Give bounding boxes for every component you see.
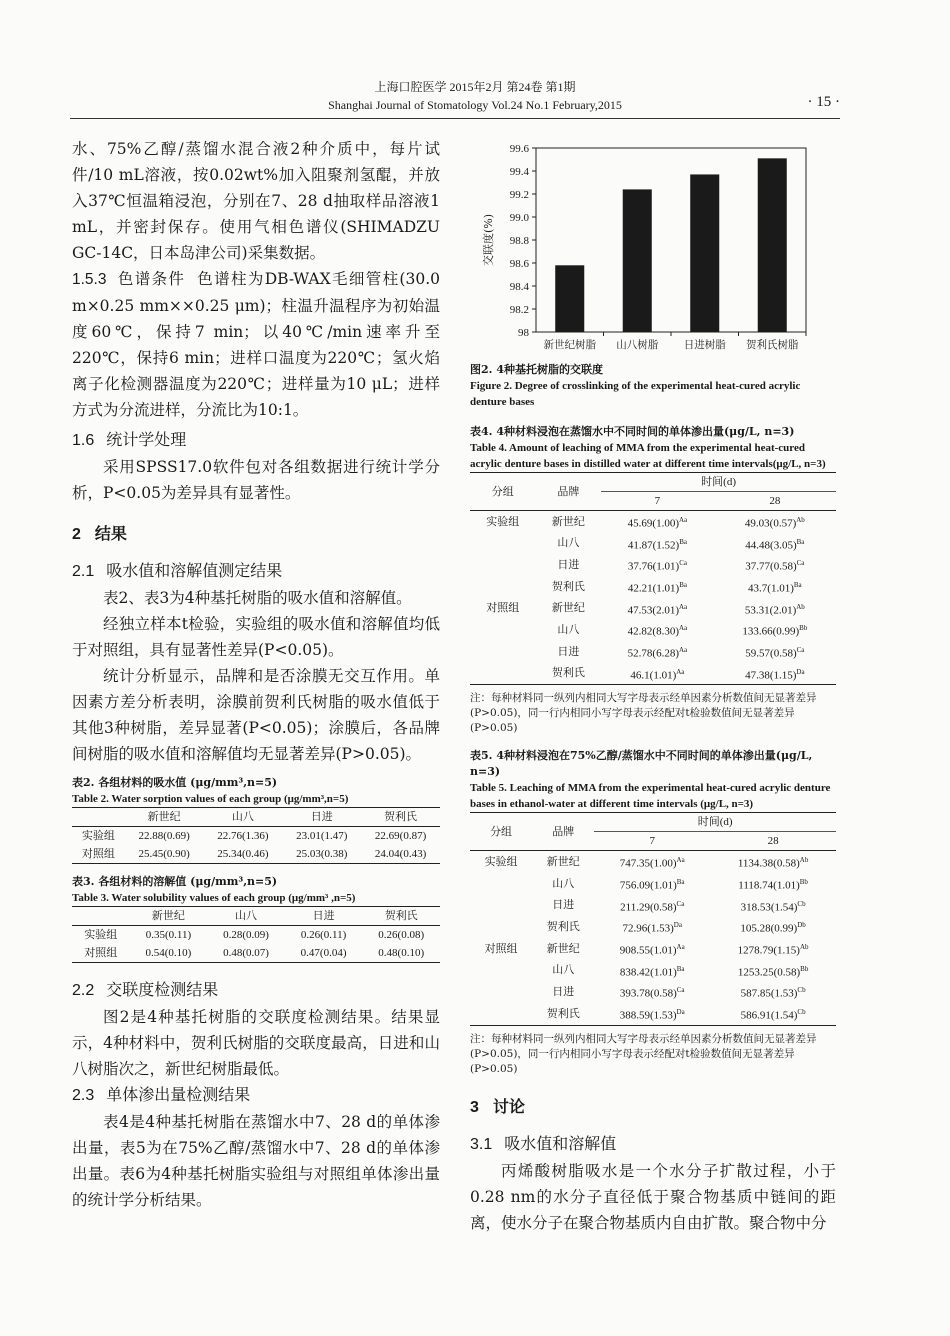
row-brand — [532, 1003, 594, 1025]
cell-value: 42.21(1.01) — [627, 582, 680, 595]
table-cell: 0.28(0.09) — [223, 929, 269, 941]
significance-mark: Ba — [679, 580, 687, 589]
section-number: 1.5.3 — [72, 271, 107, 288]
row-brand — [532, 981, 594, 1003]
table-row — [470, 851, 836, 873]
table-cell: 22.88(0.69) — [138, 830, 190, 842]
cell-value: 42.82(8.30) — [627, 625, 679, 638]
table-row — [470, 960, 836, 982]
table-4-note: 注：每种材料同一纵列内相同大写字母表示经单因素分析数值间无显著差异(P>0.05)，同一行内相同小写字母表示经配对t检验数值间无显著差异(P>0.05) — [470, 692, 817, 735]
col-header: 山八 — [207, 907, 285, 926]
row-group — [470, 960, 532, 982]
col-header: 新世纪 — [125, 808, 204, 827]
figure-2-caption-en: Figure 2. Degree of crosslinking of the experimental heat-cured acrylic denture bases — [470, 380, 801, 408]
table-row — [72, 926, 440, 945]
bar — [555, 265, 584, 332]
significance-mark: Aa — [679, 602, 688, 611]
cell-day-28 — [710, 1003, 836, 1025]
col-day-28: 28 — [714, 492, 836, 511]
table-4-grid — [470, 472, 836, 685]
table-row — [72, 944, 440, 963]
table-cell: 0.26(0.08) — [378, 929, 425, 941]
cell-day-7 — [594, 981, 710, 1003]
table-4-caption-cn: 表4. 4种材料浸泡在蒸馏水中不同时间的单体渗出量(μg/L, n=3) — [470, 425, 795, 438]
cell-day-28 — [710, 895, 836, 917]
right-column — [470, 136, 836, 1236]
cell-value: 日进 — [557, 645, 580, 658]
row-group — [470, 895, 532, 917]
col-header: 日进 — [285, 907, 363, 926]
cell-value: 山八 — [557, 624, 580, 637]
y-tick-label: 98 — [518, 327, 529, 339]
table-3-grid — [72, 906, 440, 963]
col-time: 时间(d) — [601, 473, 836, 492]
table-4 — [470, 424, 836, 736]
row-group — [470, 981, 532, 1003]
table-row — [470, 916, 836, 938]
cell-value: 45.69(1.00) — [627, 517, 679, 530]
row-brand — [532, 938, 594, 960]
table-5-caption-cn: 表5. 4种材料浸泡在75%乙醇/蒸馏水中不同时间的单体渗出量(μg/L, n=3) — [470, 749, 813, 779]
significance-mark: Ab — [796, 602, 805, 611]
cell-day-28 — [714, 533, 836, 555]
cell-value: 实验组 — [486, 515, 520, 528]
cell-value: 对照组 — [484, 942, 518, 955]
cell-value: 1278.79(1.15) — [737, 944, 800, 957]
cell-value: 新世纪 — [551, 515, 585, 528]
col-header — [72, 808, 125, 827]
significance-mark: Ca — [676, 986, 685, 995]
significance-mark: Da — [673, 921, 682, 930]
table-row — [470, 619, 836, 641]
cell-day-7 — [594, 938, 710, 960]
cell-day-28 — [710, 873, 836, 895]
significance-mark: Da — [676, 1007, 685, 1016]
row-group — [470, 1003, 532, 1025]
table-row — [72, 827, 440, 846]
significance-mark: Bb — [799, 624, 808, 633]
significance-mark: Ca — [796, 559, 805, 568]
row-group — [470, 576, 536, 598]
cell-day-7 — [601, 554, 714, 576]
y-tick-label: 98.2 — [509, 304, 529, 316]
table-row — [470, 511, 836, 533]
cell-day-28 — [714, 554, 836, 576]
table-3 — [72, 874, 440, 963]
significance-mark: Aa — [679, 645, 688, 654]
significance-mark: Ba — [676, 964, 685, 973]
significance-mark: Aa — [676, 667, 685, 676]
cell-value: 1134.38(0.58) — [737, 857, 800, 870]
cell-value: 49.03(0.57) — [744, 517, 797, 530]
crosslink-paragraph: 图2是4种基托树脂的交联度检测结果。结果显示，4种材料中，贺利氏树脂的交联度最高，日进和山八树脂次之，新世纪树脂最低。 — [72, 1008, 440, 1078]
table-row — [470, 938, 836, 960]
col-header: 贺利氏 — [361, 808, 440, 827]
cell-day-7 — [601, 533, 714, 555]
col-day-7: 7 — [601, 492, 714, 511]
section-title: 统计学处理 — [106, 430, 187, 449]
table-row — [470, 895, 836, 917]
cell-day-7 — [601, 663, 714, 685]
y-tick-label: 98.4 — [509, 281, 529, 293]
header-journal-en: Shanghai Journal of Stomatology Vol.24 No.1 February,2015 — [328, 98, 622, 112]
cell-day-28 — [710, 981, 836, 1003]
table-row — [470, 598, 836, 620]
cell-day-7 — [601, 511, 714, 533]
significance-mark: Bb — [800, 964, 809, 973]
significance-mark: Cb — [797, 1007, 806, 1016]
cell-value: 59.57(0.58) — [745, 647, 797, 660]
cell-value: 43.7(1.01) — [748, 582, 794, 595]
row-brand — [536, 619, 602, 641]
section-3-1-heading — [470, 1131, 836, 1158]
cell-value: 318.53(1.54) — [740, 901, 798, 914]
cell-value: 388.59(1.53) — [619, 1009, 677, 1022]
table-cell: 0.35(0.11) — [145, 929, 192, 941]
significance-mark: Ba — [679, 537, 687, 546]
cell-value: 37.77(0.58) — [745, 560, 797, 573]
cell-value: 山八 — [552, 964, 575, 977]
x-tick-label: 新世纪树脂 — [543, 339, 596, 351]
cell-day-7 — [594, 895, 710, 917]
col-group: 分组 — [470, 813, 532, 851]
cell-value: 贺利氏 — [546, 1007, 580, 1020]
page-number: · 15 · — [807, 94, 840, 110]
significance-mark: Ca — [796, 645, 805, 654]
bar — [690, 174, 719, 332]
row-group — [470, 511, 536, 533]
cell-value: 211.29(0.58) — [620, 901, 677, 914]
bar-chart-svg — [470, 136, 836, 358]
table-row — [470, 873, 836, 895]
cell-value: 对照组 — [486, 602, 520, 615]
table-cell: 0.26(0.11) — [300, 929, 347, 941]
section-1-6-heading — [72, 427, 440, 454]
cell-day-28 — [714, 511, 836, 533]
method-paragraph: 水、75%乙醇/蒸馏水混合液2种介质中，每片试件/10 mL溶液，按0.02wt%加入阻聚剂氢醌，并放入37℃恒温箱浸泡，分别在7、28 d抽取样品溶液1 mL，并密封保存。使用气相色谱仪(SHIMADZU GC-14C，日本岛津公司)采集数据。 — [72, 140, 440, 262]
header-rule — [70, 118, 840, 119]
section-number: 2.2 — [72, 982, 95, 999]
cell-day-7 — [594, 851, 710, 873]
significance-mark: Aa — [679, 624, 688, 633]
cell-value: 908.55(1.01) — [619, 944, 677, 957]
table-row — [72, 845, 440, 864]
row-brand — [536, 598, 602, 620]
significance-mark: Cb — [797, 899, 806, 908]
figure-2-chart — [470, 136, 836, 358]
table-cell: 24.04(0.43) — [361, 845, 440, 864]
table-5 — [470, 748, 836, 1076]
table-cell: 23.01(1.47) — [296, 830, 348, 842]
section-number: 3 — [470, 1098, 479, 1116]
section-2-heading — [72, 522, 440, 548]
row-label: 实验组 — [81, 830, 115, 842]
table-cell: 0.48(0.07) — [207, 944, 285, 963]
y-tick-label: 99.2 — [509, 189, 529, 201]
x-tick-label: 日进树脂 — [683, 339, 726, 351]
cell-day-7 — [601, 619, 714, 641]
section-title: 交联度检测结果 — [106, 980, 219, 999]
section-1-5-3 — [72, 266, 440, 423]
cell-day-28 — [714, 619, 836, 641]
section-number: 2.1 — [72, 563, 95, 580]
table-cell: 25.45(0.90) — [125, 845, 204, 864]
cell-value: 133.66(0.99) — [742, 625, 800, 638]
table-row — [470, 641, 836, 663]
row-brand — [536, 554, 602, 576]
significance-mark: Aa — [676, 942, 685, 951]
significance-mark: Bb — [799, 877, 808, 886]
section-text: 色谱柱为DB-WAX毛细管柱(30.0 m×0.25 mm××0.25 μm)；柱温升温程序为初始温度60℃，保持7 min；以40℃/min速率升至220℃，保持6 min；进样口温度为220℃；氢火焰离子化检测器温度为220℃；进样量为10 μL；进样方式为分流进样，分流比为10:1。 — [72, 270, 440, 419]
significance-mark: Ab — [799, 856, 809, 865]
col-group: 分组 — [470, 473, 536, 511]
table-cell: 22.76(1.36) — [217, 830, 269, 842]
cell-value: 47.38(1.15) — [745, 669, 797, 682]
cell-day-7 — [601, 641, 714, 663]
row-brand — [536, 533, 602, 555]
table-cell: 22.69(0.87) — [374, 830, 427, 842]
significance-mark: Da — [796, 667, 805, 676]
section-2-2-heading — [72, 977, 440, 1004]
significance-mark: Ba — [676, 877, 685, 886]
row-brand — [536, 663, 602, 685]
row-brand — [532, 895, 594, 917]
cell-day-7 — [594, 960, 710, 982]
results-paragraph-1: 表2、表3为4种基托树脂的吸水值和溶解值。 — [103, 589, 412, 607]
cell-day-28 — [710, 916, 836, 938]
section-2-3-heading — [72, 1082, 440, 1109]
results-paragraph-2: 经独立样本t检验，实验组的吸水值和溶解值均低于对照组，具有显著性差异(P<0.05)。 — [72, 615, 440, 659]
row-brand — [536, 641, 602, 663]
row-group — [470, 938, 532, 960]
row-group — [470, 619, 536, 641]
cell-value: 756.09(1.01) — [619, 879, 677, 892]
table-row — [470, 576, 836, 598]
row-label: 对照组 — [72, 845, 125, 864]
cell-value: 实验组 — [484, 856, 518, 869]
cell-day-28 — [714, 598, 836, 620]
cell-value: 52.78(6.28) — [627, 647, 679, 660]
row-group — [470, 851, 532, 873]
table-5-grid — [470, 812, 836, 1025]
cell-value: 山八 — [557, 537, 580, 550]
section-number: 2.3 — [72, 1087, 95, 1104]
table-cell: 0.47(0.04) — [285, 944, 363, 963]
cell-day-7 — [594, 916, 710, 938]
cell-value: 105.28(0.99) — [740, 922, 798, 935]
y-tick-label: 98.6 — [509, 258, 529, 270]
discussion-paragraph: 丙烯酸树脂吸水是一个水分子扩散过程，小于0.28 nm的水分子直径低于聚合物基质中链间的距离，使水分子在聚合物基质内自由扩散。聚合物中分 — [470, 1161, 836, 1232]
row-group — [470, 598, 536, 620]
row-brand — [532, 960, 594, 982]
cell-day-7 — [594, 1003, 710, 1025]
section-number: 3.1 — [470, 1135, 493, 1153]
table-5-note: 注：每种材料同一纵列内相同大写字母表示经单因素分析数值间无显著差异(P>0.05)，同一行内相同小写字母表示经配对t检验数值间无显著差异(P>0.05) — [470, 1032, 817, 1075]
row-group — [470, 916, 532, 938]
section-title: 吸水值和溶解值测定结果 — [106, 561, 283, 580]
cell-value: 47.53(2.01) — [627, 604, 679, 617]
row-brand — [532, 873, 594, 895]
table-2-caption-cn: 表2. 各组材料的吸水值 (μg/mm³,n=5) — [72, 776, 278, 789]
results-paragraph-3: 统计分析显示，品牌和是否涂膜无交互作用。单因素方差分析表明，涂膜前贺利氏树脂的吸水值低于其他3种树脂，差异显著(P<0.05)；涂膜后，各品牌间树脂的吸水值和溶解值均无显著差异(P>0.05)。 — [72, 667, 440, 763]
row-brand — [536, 576, 602, 598]
cell-day-7 — [601, 598, 714, 620]
col-time: 时间(d) — [594, 813, 836, 832]
row-label: 实验组 — [84, 929, 118, 941]
bar — [758, 158, 787, 332]
col-day-28: 28 — [710, 832, 836, 851]
table-3-caption-en: Table 3. Water solubility values of each group (μg/mm³ ,n=5) — [72, 892, 356, 904]
cell-day-28 — [714, 576, 836, 598]
significance-mark: Ba — [793, 580, 802, 589]
cell-day-28 — [710, 851, 836, 873]
cell-value: 1253.25(0.58) — [737, 966, 801, 979]
cell-value: 1118.74(1.01) — [738, 879, 800, 892]
row-brand — [532, 851, 594, 873]
cell-value: 72.96(1.53) — [622, 922, 674, 935]
table-5-caption-en: Table 5. Leaching of MMA from the experimental heat-cured acrylic denture bases in ethanol-water at different time intervals (μg/L, n=3) — [470, 782, 831, 811]
significance-mark: Ca — [679, 559, 687, 568]
y-axis-label: 交联度(%) — [482, 213, 495, 267]
col-header: 贺利氏 — [362, 907, 440, 926]
section-title: 结果 — [94, 526, 127, 543]
y-tick-label: 99.0 — [509, 212, 529, 224]
header-journal-cn: 上海口腔医学 2015年2月 第24卷 第1期 — [374, 80, 576, 94]
cell-value: 37.76(1.01) — [627, 560, 680, 573]
table-4-caption-en: Table 4. Amount of leaching of MMA from the experimental heat-cured acrylic denture bases in distilled water at different time intervals(μg/L, n=3) — [470, 442, 826, 470]
col-header: 日进 — [282, 808, 361, 827]
cell-day-28 — [710, 960, 836, 982]
cell-value: 新世纪 — [546, 856, 580, 869]
row-brand — [536, 511, 602, 533]
leaching-paragraph: 表4是4种基托树脂在蒸馏水中7、28 d的单体渗出量，表5为在75%乙醇/蒸馏水中7、28 d的单体渗出量。表6为4种基托树脂实验组与对照组单体渗出量的统计学分析结果。 — [72, 1113, 440, 1209]
row-group — [470, 663, 536, 685]
cell-value: 贺利氏 — [546, 921, 580, 934]
cell-value: 747.35(1.00) — [619, 857, 677, 870]
section-2-1-heading — [72, 558, 440, 585]
table-cell: 25.34(0.46) — [204, 845, 283, 864]
section-number: 1.6 — [72, 432, 95, 449]
significance-mark: Ba — [796, 537, 805, 546]
y-tick-label: 98.8 — [509, 235, 529, 247]
significance-mark: Ab — [799, 942, 809, 951]
cell-day-7 — [594, 873, 710, 895]
cell-value: 日进 — [552, 986, 575, 999]
significance-mark: Aa — [679, 516, 688, 524]
section-3-heading — [470, 1095, 836, 1121]
section-number: 2 — [72, 526, 81, 543]
significance-mark: Aa — [676, 856, 685, 865]
row-group — [470, 533, 536, 555]
cell-value: 44.48(3.05) — [745, 539, 797, 552]
cell-value: 新世纪 — [546, 942, 580, 955]
table-row — [470, 533, 836, 555]
left-column — [72, 136, 440, 1213]
bar — [623, 189, 652, 332]
table-cell: 25.03(0.38) — [282, 845, 361, 864]
col-header: 山八 — [204, 808, 283, 827]
cell-value: 山八 — [552, 877, 575, 890]
cell-value: 587.85(1.53) — [740, 987, 798, 1000]
col-brand: 品牌 — [536, 473, 602, 511]
col-header: 新世纪 — [130, 907, 208, 926]
table-cell: 0.48(0.10) — [362, 944, 440, 963]
table-2-grid — [72, 807, 440, 864]
cell-value: 586.91(1.54) — [740, 1009, 798, 1022]
row-group — [470, 554, 536, 576]
row-brand — [532, 916, 594, 938]
cell-value: 41.87(1.52) — [627, 539, 680, 552]
x-tick-label: 贺利氏树脂 — [746, 339, 799, 351]
table-row — [470, 1003, 836, 1025]
y-tick-label: 99.4 — [509, 166, 529, 178]
table-cell: 0.54(0.10) — [130, 944, 208, 963]
significance-mark: Db — [797, 921, 806, 930]
y-tick-label: 99.6 — [509, 143, 529, 155]
row-group — [470, 641, 536, 663]
col-header — [72, 907, 130, 926]
cell-value: 46.1(1.01) — [630, 669, 677, 682]
section-title: 讨论 — [492, 1098, 525, 1116]
figure-2-caption-cn: 图2. 4种基托树脂的交联度 — [470, 363, 603, 376]
table-3-caption-cn: 表3. 各组材料的溶解值 (μg/mm³,n=5) — [72, 875, 278, 888]
col-brand: 品牌 — [532, 813, 594, 851]
cell-day-28 — [714, 663, 836, 685]
running-header — [250, 78, 700, 114]
table-2 — [72, 775, 440, 864]
table-row — [470, 981, 836, 1003]
cell-day-7 — [601, 576, 714, 598]
cell-day-28 — [714, 641, 836, 663]
section-title: 吸水值和溶解值 — [504, 1133, 617, 1153]
cell-value: 贺利氏 — [551, 667, 585, 680]
row-group — [470, 873, 532, 895]
table-row — [470, 554, 836, 576]
stats-paragraph: 采用SPSS17.0软件包对各组数据进行统计学分析，P<0.05为差异具有显著性。 — [72, 458, 440, 502]
table-row — [470, 663, 836, 685]
significance-mark: Ca — [676, 899, 685, 908]
significance-mark: Ab — [796, 516, 805, 524]
section-title: 色谱条件 — [116, 270, 186, 288]
cell-value: 838.42(1.01) — [619, 966, 677, 979]
row-label: 对照组 — [72, 944, 130, 963]
table-2-caption-en: Table 2. Water sorption values of each group (μg/mm³,n=5) — [72, 793, 349, 805]
cell-value: 393.78(0.58) — [619, 987, 677, 1000]
cell-value: 53.31(2.01) — [744, 604, 797, 617]
col-day-7: 7 — [594, 832, 710, 851]
cell-value: 贺利氏 — [551, 580, 585, 593]
x-tick-label: 山八树脂 — [616, 339, 659, 351]
cell-value: 日进 — [557, 559, 580, 572]
significance-mark: Cb — [797, 986, 806, 995]
cell-value: 新世纪 — [551, 602, 585, 615]
cell-day-28 — [710, 938, 836, 960]
cell-value: 日进 — [552, 899, 575, 912]
section-title: 单体渗出量检测结果 — [106, 1085, 251, 1104]
